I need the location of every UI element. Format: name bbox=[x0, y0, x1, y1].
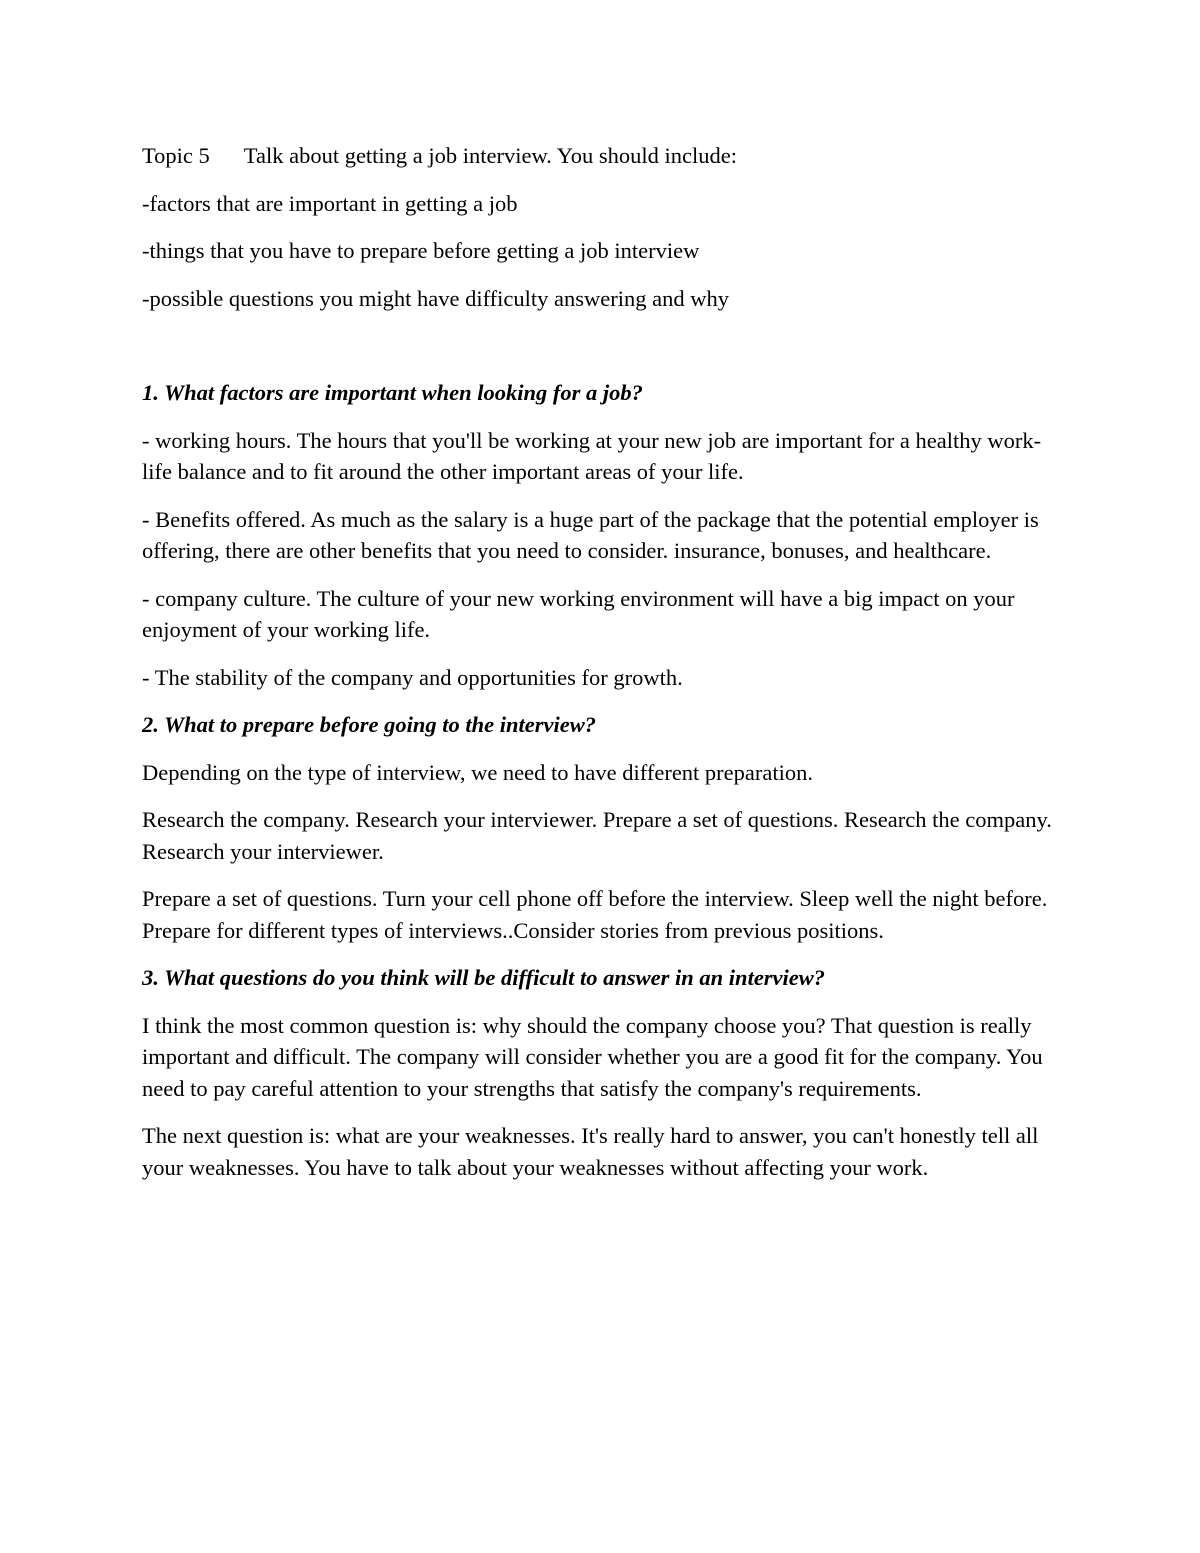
section-paragraph: The next question is: what are your weaknesses. It's really hard to answer, you can't honestly tell all your weaknesses. You have to talk about your weaknesses without affecting your work. bbox=[142, 1123, 1039, 1180]
section-paragraph: - company culture. The culture of your new working environment will have a big impact on your enjoyment of your working life. bbox=[142, 585, 1015, 642]
topic-bullet: -possible questions you might have difficulty answering and why bbox=[142, 285, 729, 311]
section-paragraph: Prepare a set of questions. Turn your cell phone off before the interview. Sleep well the night before. Prepare for different types of interviews..Consider stories from previous positions. bbox=[142, 886, 1048, 943]
section-paragraph: - Benefits offered. As much as the salary is a huge part of the package that the potential employer is offering, there are other benefits that you need to consider. insurance, bonuses, and healthcare. bbox=[142, 506, 1039, 563]
section-paragraph: - The stability of the company and opportunities for growth. bbox=[142, 664, 683, 690]
document-page bbox=[142, 140, 1062, 1199]
section-paragraph: Research the company. Research your interviewer. Prepare a set of questions. Research the company. Research your interviewer. bbox=[142, 807, 1052, 864]
topic-label: Topic 5 bbox=[142, 143, 210, 168]
section-paragraph: I think the most common question is: why should the company choose you? That question is really important and difficult. The company will consider whether you are a good fit for the company. You need to pay careful attention to your strengths that satisfy the company's requirements. bbox=[142, 1012, 1043, 1101]
section-heading: 1. What factors are important when looking for a job? bbox=[142, 380, 643, 405]
section-paragraph: Depending on the type of interview, we need to have different preparation. bbox=[142, 759, 814, 785]
topic-bullet: -factors that are important in getting a job bbox=[142, 190, 518, 216]
topic-prompt: Talk about getting a job interview. You should include: bbox=[243, 143, 737, 168]
section-heading: 3. What questions do you think will be difficult to answer in an interview? bbox=[142, 965, 826, 990]
blank-line bbox=[142, 330, 1062, 377]
section-paragraph: - working hours. The hours that you'll be working at your new job are important for a healthy work-life balance and to fit around the other important areas of your life. bbox=[142, 427, 1042, 484]
section-heading: 2. What to prepare before going to the interview? bbox=[142, 712, 596, 737]
topic-bullet: -things that you have to prepare before getting a job interview bbox=[142, 238, 700, 263]
topic-line bbox=[142, 140, 1062, 172]
